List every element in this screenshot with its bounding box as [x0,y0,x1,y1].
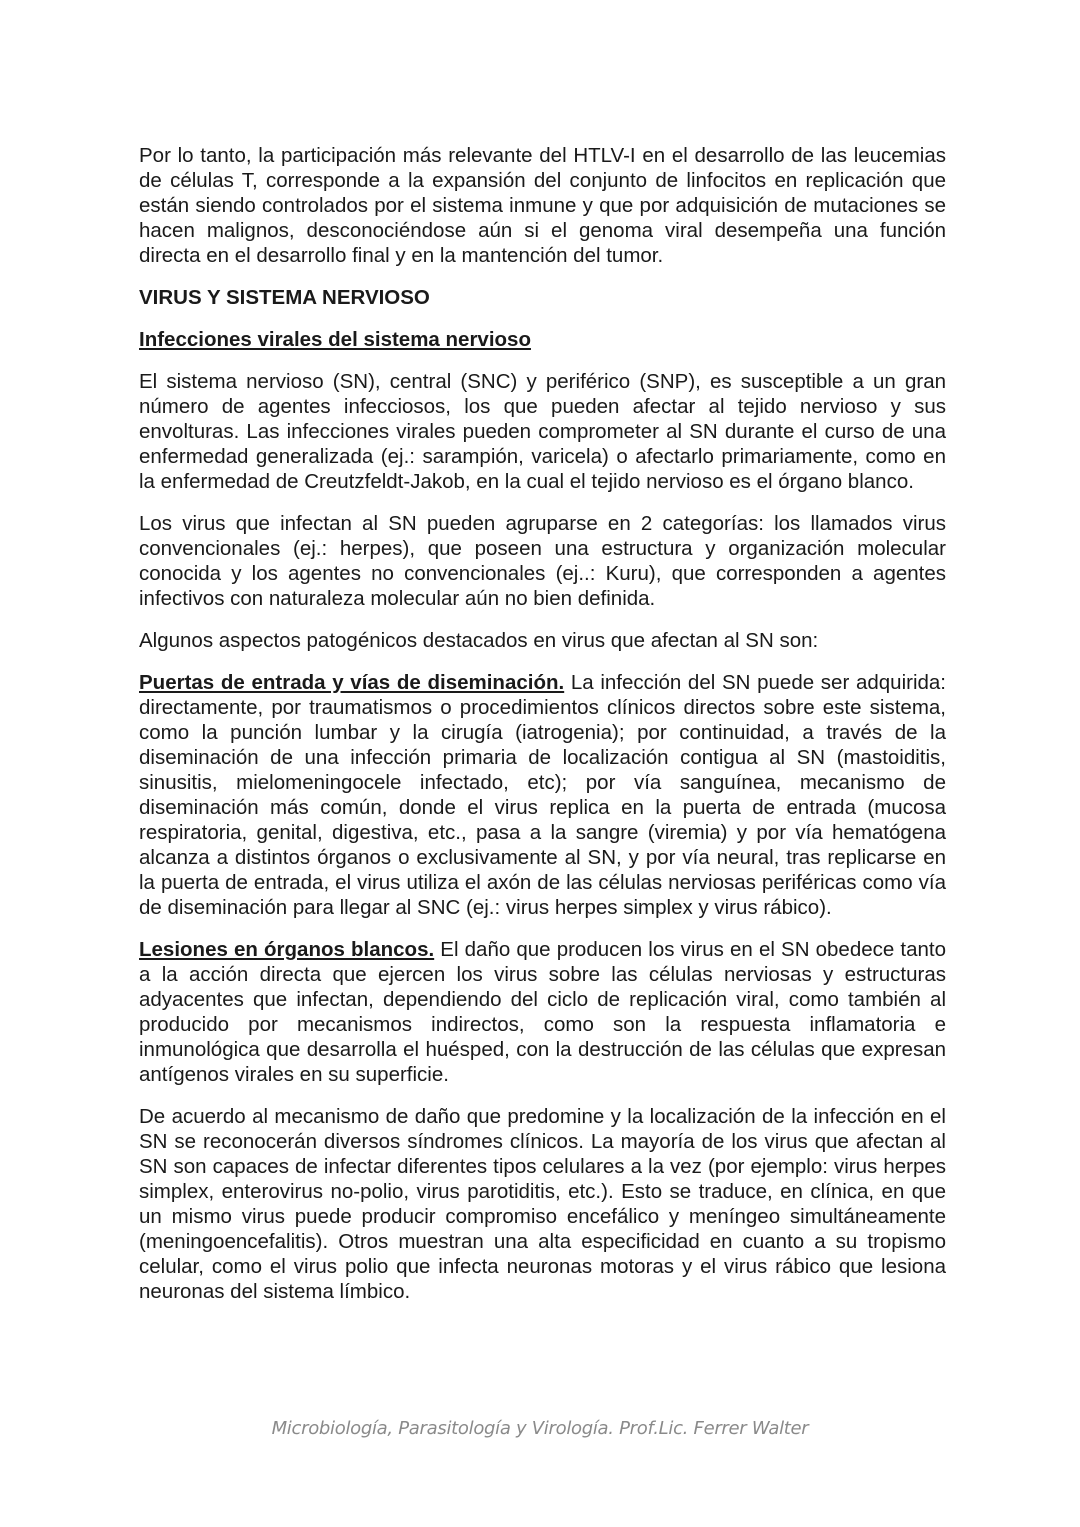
paragraph-lesiones-body: El daño que producen los virus en el SN obedece tanto a la acción directa que ejercen los virus sobre las células nerviosas y estructuras adyacentes que infectan, dependiendo del ciclo de replicación viral, como también al producido por mecanismos indirectos, como son la respuesta inflamatoria e inmunológica que desarrolla el huésped, con la destrucción de las células que expresan antígenos virales en su superficie. [139,938,946,1086]
inline-title-puertas: Puertas de entrada y vías de diseminación. [139,671,565,694]
paragraph-htlv: Por lo tanto, la participación más relevante del HTLV-I en el desarrollo de las leucemias de células T, corresponde a la expansión del conjunto de linfocitos en replicación que están siendo controlados por el sistema inmune y que por adquisición de mutaciones se hacen malignos, desconociéndose aún si el genoma viral desempeña una función directa en el desarrollo final y en la mantención del tumor. [139,144,946,267]
paragraph-sistema-nervioso: El sistema nervioso (SN), central (SNC) y periférico (SNP), es susceptible a un gran número de agentes infecciosos, los que pueden afectar al tejido nervioso y sus envolturas. Las infecciones virales pueden comprometer al SN durante el curso de una enfermedad generalizada (ej.: sarampión, varicela) o afectarlo primariamente, como en la enfermedad de Creutzfeldt-Jakob, en la cual el tejido nervioso es el órgano blanco. [139,370,946,493]
subsection-heading: Infecciones virales del sistema nervioso [139,328,531,351]
paragraph-sindromes: De acuerdo al mecanismo de daño que predomine y la localización de la infección en el SN se reconocerán diversos síndromes clínicos. La mayoría de los virus que afectan al SN son capaces de infectar diferentes tipos celulares a la vez (por ejemplo: virus herpes simplex, enterovirus no-polio, virus parotiditis, etc.). Esto se traduce, en clínica, en que un mismo virus puede producir compromiso encefálico y meníngeo simultáneamente (meningoencefalitis). Otros muestran una alta especificidad en cuanto a su tropismo celular, como el virus polio que infecta neuronas motoras y el virus rábico que lesiona neuronas del sistema límbico. [139,1105,946,1303]
paragraph-aspectos: Algunos aspectos patogénicos destacados en virus que afectan al SN son: [139,629,819,652]
paragraph-puertas-body: La infección del SN puede ser adquirida: directamente, por traumatismos o procedimientos clínicos directos sobre este sistema, como la punción lumbar y la cirugía (iatrogenia); por continuidad, a través de la diseminación de una infección primaria de localización contigua al SN (mastoiditis, sinusitis, mielomeningocele infectado, etc); por vía sanguínea, mecanismo de diseminación más común, donde el virus replica en la puerta de entrada (mucosa respiratoria, genital, digestiva, etc., pasa a la sangre (viremia) y por vía hematógena alcanza a distintos órganos o exclusivamente al SN, y por vía neural, tras replicarse en la puerta de entrada, el virus utiliza el axón de las células nerviosas periféricas como vía de diseminación para llegar al SNC (ej.: virus herpes simplex y virus rábico). [139,671,947,919]
section-heading: VIRUS Y SISTEMA NERVIOSO [139,286,430,309]
inline-title-lesiones: Lesiones en órganos blancos. [139,938,435,961]
paragraph-lesiones [139,937,946,1087]
paragraph-categorias: Los virus que infectan al SN pueden agruparse en 2 categorías: los llamados virus convencionales (ej.: herpes), que poseen una estructura y organización molecular conocida y los agentes no convencionales (ej..: Kuru), que corresponden a agentes infectivos con naturaleza molecular aún no bien definida. [139,512,946,610]
document-body [139,143,946,1321]
paragraph-puertas-entrada [139,670,946,920]
page-footer: Microbiología, Parasitología y Virología. Prof.Lic. Ferrer Walter [271,1418,809,1439]
